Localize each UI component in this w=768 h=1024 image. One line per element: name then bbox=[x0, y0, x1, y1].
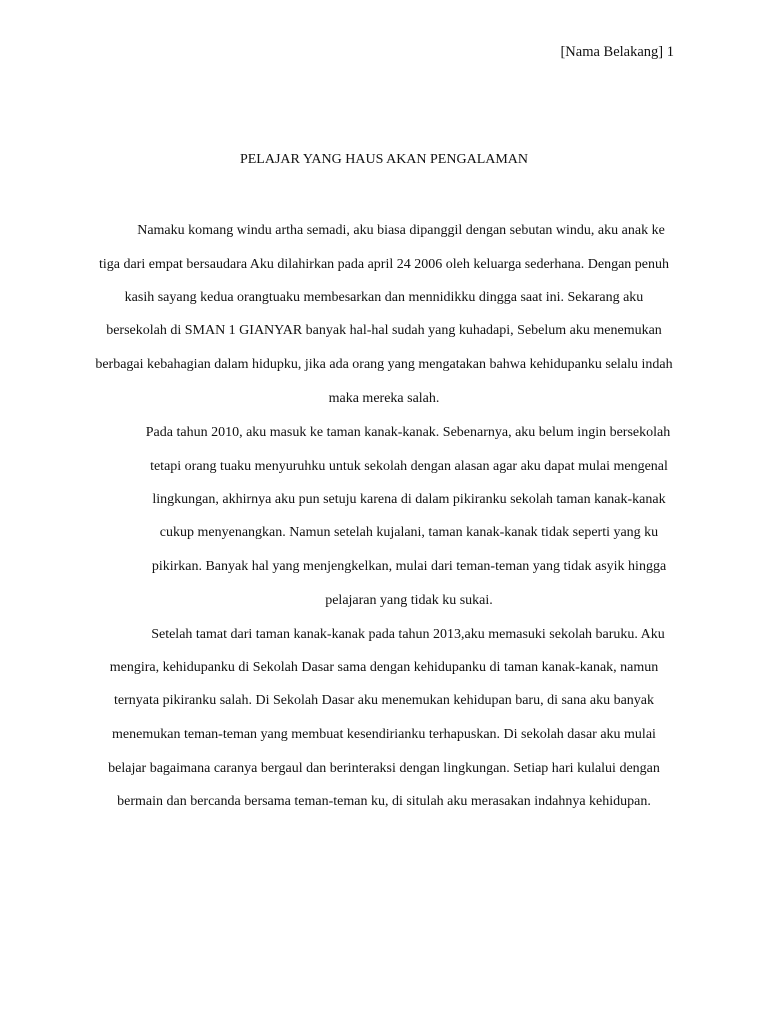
text-line: menemukan teman-teman yang membuat kesendirianku terhapuskan. Di sekolah dasar aku mulai bbox=[112, 727, 656, 742]
text-line: Pada tahun 2010, aku masuk ke taman kanak-kanak. Sebenarnya, aku belum ingin bersekolah bbox=[145, 425, 671, 440]
text-line: cukup menyenangkan. Namun setelah kujalani, taman kanak-kanak tidak seperti yang ku bbox=[159, 525, 659, 540]
text-line: tetapi orang tuaku menyuruhku untuk sekolah dengan alasan agar aku dapat mulai mengenal bbox=[150, 459, 668, 474]
text-line: pikirkan. Banyak hal yang menjengkelkan, mulai dari teman-teman yang tidak asyik hingga bbox=[151, 559, 667, 574]
text-line: Namaku komang windu artha semadi, aku biasa dipanggil dengan sebutan windu, aku anak ke bbox=[137, 223, 665, 238]
text-line: berbagai kebahagian dalam hidupku, jika ada orang yang mengatakan bahwa kehidupanku selalu indah bbox=[95, 357, 673, 372]
running-head: [Nama Belakang] 1 bbox=[560, 44, 674, 60]
text-line: lingkungan, akhirnya aku pun setuju karena di dalam pikiranku sekolah taman kanak-kanak bbox=[152, 492, 666, 507]
text-line: maka mereka salah. bbox=[328, 391, 440, 406]
document-title: PELAJAR YANG HAUS AKAN PENGALAMAN bbox=[239, 152, 529, 167]
text-line: bersekolah di SMAN 1 GIANYAR banyak hal-hal sudah yang kuhadapi, Sebelum aku menemukan bbox=[106, 323, 662, 338]
text-line: Setelah tamat dari taman kanak-kanak pada tahun 2013,aku memasuki sekolah baruku. Aku bbox=[151, 627, 665, 642]
text-line: kasih sayang kedua orangtuaku membesarkan dan mennidikku dingga saat ini. Sekarang aku bbox=[124, 290, 644, 305]
text-line: belajar bagaimana caranya bergaul dan berinteraksi dengan lingkungan. Setiap hari kulalui dengan bbox=[108, 761, 660, 776]
text-line: bermain dan bercanda bersama teman-teman ku, di situlah aku merasakan indahnya kehidupan. bbox=[117, 794, 651, 809]
text-line: tiga dari empat bersaudara Aku dilahirkan pada april 24 2006 oleh keluarga sederhana. Dengan penuh bbox=[98, 257, 670, 272]
text-line: pelajaran yang tidak ku sukai. bbox=[325, 593, 493, 608]
text-line: ternyata pikiranku salah. Di Sekolah Dasar aku menemukan kehidupan baru, di sana aku banyak bbox=[114, 693, 654, 708]
text-line: mengira, kehidupanku di Sekolah Dasar sama dengan kehidupanku di taman kanak-kanak, namun bbox=[109, 660, 659, 675]
